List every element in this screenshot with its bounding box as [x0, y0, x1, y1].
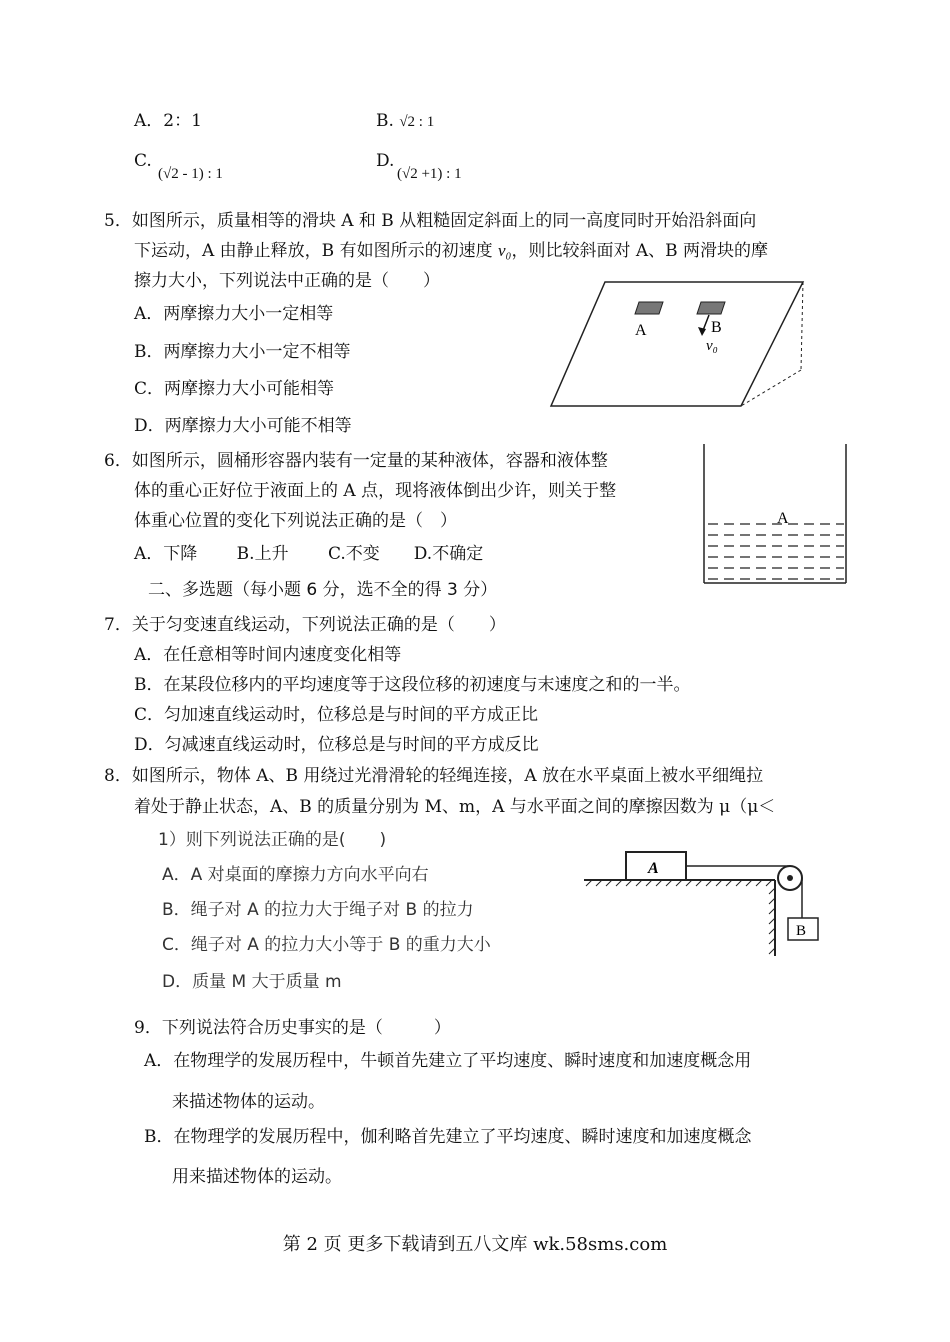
- q6-stem-line3: 体重心位置的变化下列说法正确的是（ ）: [134, 511, 457, 531]
- pulley-figure: [580, 846, 830, 961]
- q7-stem: 7．关于匀变速直线运动，下列说法正确的是（ ）: [104, 615, 506, 635]
- q5-option-c: C．两摩擦力大小可能相等: [134, 379, 335, 399]
- q4-option-b: [376, 110, 434, 133]
- velocity-arrowhead: [698, 327, 706, 336]
- q9-option-b-line2: 用来描述物体的运动。: [172, 1167, 342, 1187]
- block-a: [635, 302, 663, 314]
- q4-option-b-math: √2 : 1: [399, 114, 435, 130]
- q6-stem-line2: 体的重心正好位于液面上的 A 点，现将液体倒出少许，则关于整: [134, 481, 617, 501]
- q5-option-d: D．两摩擦力大小可能不相等: [134, 416, 352, 436]
- q8-stem-line1: 8．如图所示，物体 A、B 用绕过光滑滑轮的轻绳连接，A 放在水平桌面上被水平细绳拉: [104, 766, 764, 786]
- q4-option-c-math: (√2 - 1) : 1: [158, 166, 223, 182]
- q5-stem-line2a: 下运动，A 由静止释放，B 有如图所示的初速度: [134, 241, 498, 261]
- q5-v0-symbol: v₀: [497, 241, 512, 260]
- incline-surface: [551, 282, 803, 406]
- incline-figure: [545, 278, 810, 413]
- q8-option-d: D．质量 M 大于质量 m: [162, 972, 342, 992]
- q7-option-d: D．匀减速直线运动时，位移总是与时间的平方成反比: [134, 735, 539, 755]
- v0-label: v₀: [706, 338, 718, 354]
- incline-hidden-edge: [801, 282, 803, 370]
- q9-option-a-line2: 来描述物体的运动。: [172, 1092, 325, 1112]
- q5-stem-line3: 擦力大小，下列说法中正确的是（ ）: [134, 271, 440, 291]
- block-b: [697, 302, 725, 314]
- q5-stem-line1: 5．如图所示，质量相等的滑块 A 和 B 从粗糙固定斜面上的同一高度同时开始沿斜面向: [104, 211, 757, 231]
- q5-stem-line2: [134, 240, 768, 262]
- q8-stem-line3: 1）则下列说法正确的是( ): [158, 830, 387, 850]
- q7-option-c: C．匀加速直线运动时，位移总是与时间的平方成正比: [134, 705, 539, 725]
- q7-option-b: B．在某段位移内的平均速度等于这段位移的初速度与末速度之和的一半。: [134, 675, 691, 695]
- q5-option-b: B．两摩擦力大小一定不相等: [134, 342, 351, 362]
- q4-option-d-math: (√2 +1) : 1: [397, 166, 462, 182]
- q6-stem-line1: 6．如图所示，圆桶形容器内装有一定量的某种液体，容器和液体整: [104, 451, 608, 471]
- block-a-label: A: [635, 322, 647, 339]
- q4-option-a: A．2：1: [134, 111, 202, 131]
- q4-option-c-label: C.: [134, 151, 152, 171]
- q5-stem-line2b: ，则比较斜面对 A、B 两滑块的摩: [511, 241, 769, 261]
- pulley-axle: [787, 875, 793, 881]
- q4-option-b-label: B.: [376, 111, 394, 131]
- container-figure: [700, 440, 850, 586]
- q9-option-b-line1: B．在物理学的发展历程中，伽利略首先建立了平均速度、瞬时速度和加速度概念: [144, 1127, 752, 1147]
- q5-option-a: A．两摩擦力大小一定相等: [134, 304, 334, 324]
- liquid-lines: [708, 524, 844, 579]
- q9-stem: 9．下列说法符合历史事实的是（ ）: [134, 1018, 451, 1038]
- q6-options: A．下降 B.上升 C.不变 D.不确定: [134, 544, 484, 564]
- section-heading: 二、多选题（每小题 6 分，选不全的得 3 分）: [148, 580, 498, 600]
- q8-option-b: B．绳子对 A 的拉力大于绳子对 B 的拉力: [162, 900, 474, 920]
- q4-option-d-label: D.: [376, 151, 395, 171]
- q8-option-c: C．绳子对 A 的拉力大小等于 B 的重力大小: [162, 935, 491, 955]
- page-footer: 第 2 页 更多下载请到五八文库 wk.58sms.com: [282, 1234, 668, 1255]
- q8-stem-line2: 着处于静止状态，A、B 的质量分别为 M、m，A 与水平面之间的摩擦因数为 μ（μ＜: [134, 797, 776, 817]
- q9-option-a-line1: A．在物理学的发展历程中，牛顿首先建立了平均速度、瞬时速度和加速度概念用: [144, 1051, 752, 1071]
- q7-option-a: A．在任意相等时间内速度变化相等: [134, 645, 402, 665]
- point-a-label: A: [777, 510, 789, 527]
- block-a-label: A: [648, 860, 659, 877]
- block-b-label: B: [796, 923, 807, 939]
- q8-option-a: A．A 对桌面的摩擦力方向水平向右: [162, 865, 429, 885]
- block-b-label: B: [711, 319, 722, 336]
